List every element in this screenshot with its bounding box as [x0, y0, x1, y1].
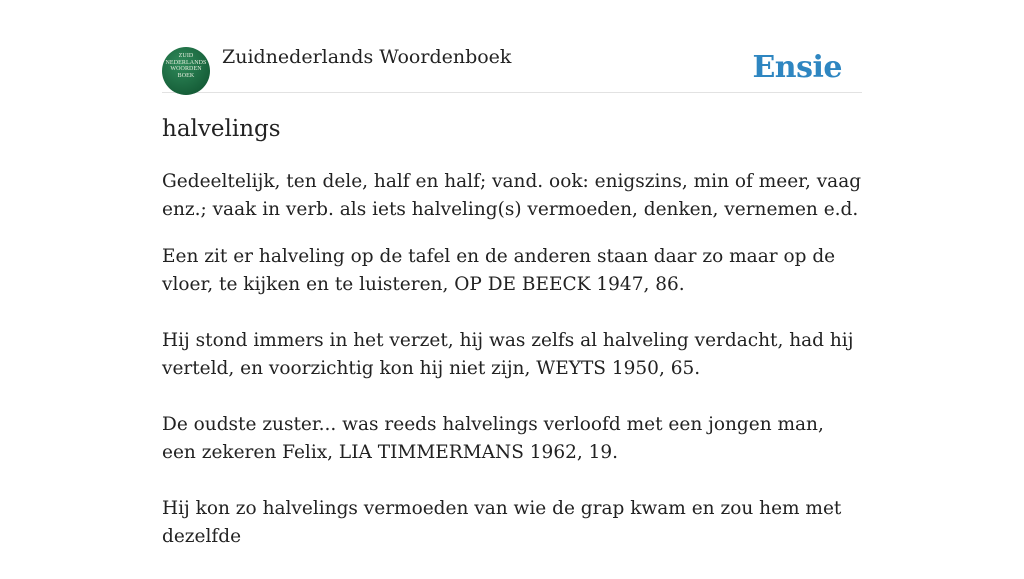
example-quote: Hij kon zo halvelings vermoeden van wie de grap kwam en zou hem met dezelfde	[162, 498, 842, 547]
logo-text	[162, 53, 210, 79]
dictionary-logo[interactable]	[162, 47, 210, 95]
entry-examples	[162, 243, 862, 551]
example-quote: De oudste zuster... was reeds halvelings verloofd met een jongen man, een zekeren Felix, LIA TIMMERMANS 1962, 19.	[162, 414, 824, 463]
entry-content	[162, 168, 862, 579]
entry-definition: Gedeeltelijk, ten dele, half en half; vand. ook: enigszins, min of meer, vaag enz.; vaak in verb. als iets halveling(s) vermoeden, denken, vernemen e.d.	[162, 171, 862, 220]
example-quote: Hij stond immers in het verzet, hij was zelfs al halveling verdacht, had hij verteld, en voorzichtig kon hij niet zijn, WEYTS 1950, 65.	[162, 330, 854, 379]
site-title[interactable]: Zuidnederlands Woordenboek	[222, 46, 512, 68]
entry-headword: halvelings	[162, 116, 281, 142]
ensie-brand-link[interactable]: Ensie	[752, 50, 842, 85]
logo-line: WOORDEN	[170, 66, 202, 72]
logo-line: ZUID	[178, 53, 194, 59]
header	[162, 44, 862, 93]
example-quote: Een zit er halveling op de tafel en de anderen staan daar zo maar op de vloer, te kijken en te luisteren, OP DE BEECK 1947, 86.	[162, 246, 836, 295]
logo-line: BOEK	[177, 72, 195, 79]
logo-line: NEDERLANDS	[165, 59, 207, 66]
